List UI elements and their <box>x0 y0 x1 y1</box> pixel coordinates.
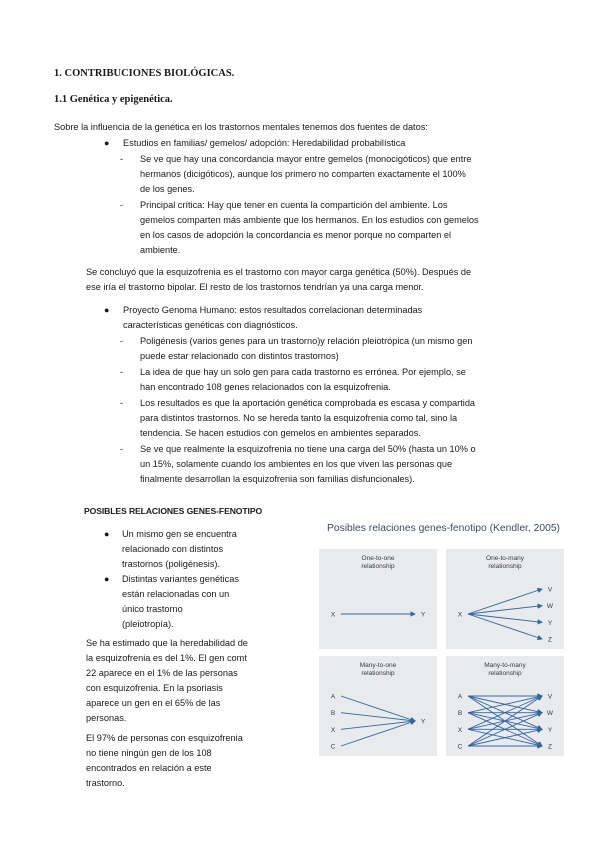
node-label: B <box>457 710 463 718</box>
bullet-2-title-line: características genéticas con diagnósticos. <box>123 320 298 330</box>
node-label: Y <box>420 611 426 619</box>
node-label: W <box>546 603 554 611</box>
dash-1-1-line: hermanos (dicigóticos), aunque los primero no comparten exactamente el 100% <box>140 169 466 179</box>
para-1-line: Se ha estimado que la heredabilidad de <box>86 638 248 648</box>
para-1-line: con esquizofrenia. En la psoriasis <box>86 683 223 693</box>
conclusion-line: Se concluyó que la esquizofrenia es el trastorno con mayor carga genética (50%). Después de <box>86 267 472 277</box>
node-label: X <box>330 726 336 734</box>
dash-2-4-line: un 15%, solamente cuando los ambientes en los que viven las personas que <box>140 459 453 469</box>
dash-2-4-line: finalmente desarrollan la esquizofrenia son familias disfuncionales). <box>140 474 415 484</box>
panel-label: relationship <box>361 670 395 677</box>
node-label: Y <box>547 726 553 734</box>
bullet-icon: ● <box>104 138 110 148</box>
dash-1-2-line: gemelos comparten más ambiente que los hermanos. En los estudios con gemelos <box>140 215 479 225</box>
dash-1-1-line: Se ve que hay una concordancia mayor entre gemelos (monocigóticos) que entre <box>140 154 472 164</box>
figure-diagram <box>313 515 570 763</box>
para-2-line: encontrados en relación a este <box>86 763 212 773</box>
relations-figure <box>313 515 570 763</box>
bullet-2-title-line: Proyecto Genoma Humano: estos resultados correlacionan determinadas <box>123 305 423 315</box>
dash-icon: - <box>120 398 124 408</box>
node-label: A <box>330 693 336 701</box>
side-bullet-2-line: están relacionadas con un <box>122 589 230 599</box>
dash-2-3-line: Los resultados es que la aportación genética comprobada es escasa y compartida <box>140 398 476 408</box>
node-label: A <box>457 693 463 701</box>
side-bullet-2-line: (pleiotropía). <box>122 619 174 629</box>
dash-2-3-line: para distintos trastornos. No se hereda tanto la esquizofrenia como tal, sino la <box>140 413 458 423</box>
dash-1-1-line: de los genes. <box>140 184 195 194</box>
figure-title: Posibles relaciones genes-fenotipo (Kendler, 2005) <box>327 523 560 534</box>
panel-label: relationship <box>488 563 522 570</box>
node-label: X <box>457 611 463 619</box>
panel-label: relationship <box>361 563 395 570</box>
node-label: V <box>547 693 553 701</box>
dash-icon: - <box>120 367 124 377</box>
heading-2: 1.1 Genética y epigenética. <box>54 94 173 105</box>
node-label: Z <box>548 743 552 751</box>
dash-1-2-line: en los casos de adopción la concordancia es menor porque no comparten el <box>140 230 452 240</box>
panel-label: Many-to-many <box>484 662 526 669</box>
dash-icon: - <box>120 200 124 210</box>
side-bullet-1-line: relacionado con distintos <box>122 544 224 554</box>
bullet-icon: ● <box>104 529 110 539</box>
subheading: POSIBLES RELACIONES GENES-FENOTIPO <box>84 506 263 516</box>
para-1-line: aparece un gen en el 65% de las <box>86 698 221 708</box>
side-bullet-2-line: único trastorno <box>122 604 183 614</box>
intro-text: Sobre la influencia de la genética en los trastornos mentales tenemos dos fuentes de datos: <box>54 122 428 132</box>
para-1-line: la esquizofrenia es del 1%. El gen comt <box>86 653 247 663</box>
node-label: Z <box>548 636 552 644</box>
bullet-1-title: Estudios en familias/ gemelos/ adopción: Heredabilidad probabilística <box>123 138 406 148</box>
para-2-line: no tiene ningún gen de los 108 <box>86 748 212 758</box>
para-1-line: personas. <box>86 713 127 723</box>
para-1-line: 22 aparece en el 1% de las personas <box>86 668 238 678</box>
dash-icon: - <box>120 336 124 346</box>
side-bullet-1-line: Un mismo gen se encuentra <box>122 529 237 539</box>
para-2-line: El 97% de personas con esquizofrenia <box>86 733 243 743</box>
panel-label: Many-to-one <box>359 662 397 669</box>
side-bullet-2-line: Distintas variantes genéticas <box>122 574 239 584</box>
node-label: W <box>546 710 554 718</box>
dash-1-2-line: Principal crítica: Hay que tener en cuenta la compartición del ambiente. Los <box>140 200 448 210</box>
dash-2-2-line: han encontrado 108 genes relacionados con la esquizofrenia. <box>140 382 391 392</box>
dash-2-2-line: La idea de que hay un solo gen para cada trastorno es errónea. Por ejemplo, se <box>140 367 466 377</box>
dash-2-1-line: puede estar relacionado con distintos trastornos) <box>140 351 339 361</box>
dash-2-4-line: Se ve que realmente la esquizofrenia no tiene una carga del 50% (hasta un 10% o <box>140 444 476 454</box>
node-label: Y <box>420 718 426 726</box>
dash-icon: - <box>120 154 124 164</box>
para-2-line: trastorno. <box>86 778 125 788</box>
node-label: X <box>330 611 336 619</box>
conclusion-line: ese iría el trastorno bipolar. El resto de los trastornos tendrían ya una carga menor. <box>86 282 424 292</box>
panel-label: One-to-one <box>361 555 395 562</box>
panel-label: relationship <box>488 670 522 677</box>
dash-2-3-line: tendencia. Se hacen estudios con gemelos en ambientes separados. <box>140 428 421 438</box>
heading-1: 1. CONTRIBUCIONES BIOLÓGICAS. <box>54 68 235 79</box>
panel-label: One-to-many <box>486 555 524 562</box>
bullet-icon: ● <box>104 574 110 584</box>
node-label: C <box>330 743 336 751</box>
node-label: B <box>330 710 336 718</box>
dash-1-2-line: ambiente. <box>140 245 181 255</box>
node-label: V <box>547 586 553 594</box>
dash-icon: - <box>120 444 124 454</box>
dash-2-1-line: Poligénesis (varios genes para un trastorno)y relación pleiotrópica (un mismo gen <box>140 336 473 346</box>
side-bullet-1-line: trastornos (poligénesis). <box>122 559 221 569</box>
node-label: Y <box>547 619 553 627</box>
node-label: X <box>457 726 463 734</box>
node-label: C <box>457 743 463 751</box>
bullet-icon: ● <box>104 305 110 315</box>
